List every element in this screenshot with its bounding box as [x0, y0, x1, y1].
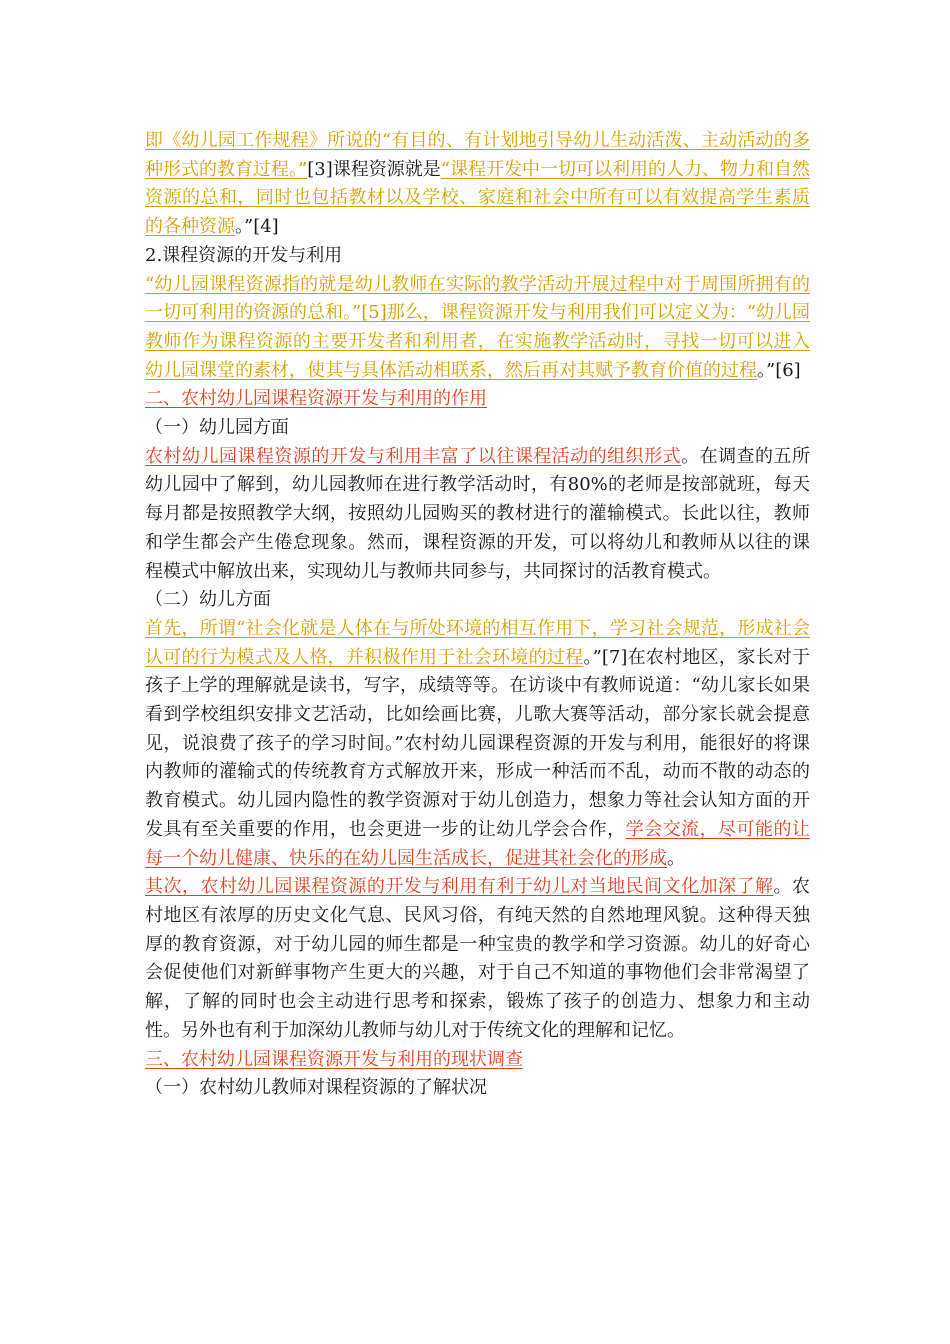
citation: 。”[6] — [757, 359, 801, 381]
body-text: 。在调查的五所幼儿园中了解到，幼儿园教师在进行教学活动时，有80%的老师是按部就班，每天每月都是按照教学大纲，按照幼儿园购买的教材进行的灌输模式。长此以往，教师和学生都会产生倦怠现象。然而，课程资源的开发，可以将幼儿和教师从以往的课程模式中解放出来，实现幼儿与教师共同参与，共同探讨的活教育模式。 — [145, 445, 811, 582]
highlighted-quote: “幼儿园课程资源指的就是幼儿教师在实际的教学活动开展过程中对于周围所拥有的一切可利用的资源的总和。”[5]那么，课程资源开发与利用我们可以定义为：“幼儿园教师作为课程资源的主要开发者和利用者，在实施教学活动时，寻找一切可以进入幼儿园课堂的素材，使其与具体活动相联系，然后再对其赋予教育价值的过程 — [145, 273, 810, 381]
highlighted-quote: 即《幼儿园工作规程》所说的“有目的、有计划地引导幼儿生动活泼、主动活动的多种形式的教育过程。” — [145, 130, 810, 180]
section-heading-role — [145, 385, 810, 414]
paragraph-folk-culture — [145, 873, 810, 1045]
body-text: 。农村地区有浓厚的历史文化气息、民风习俗，有纯天然的自然地理风貌。这种得天独厚的教育资源，对于幼儿园的师生都是一种宝贵的教学和学习资源。幼儿的好奇心会促使他们对新鲜事物产生更大的兴趣，对于自己不知道的事物他们会非常渴望了解，了解的同时也会主动进行思考和探索，锻炼了孩子的创造力、想象力和主动性。另外也有利于加深幼儿教师与幼儿对于传统文化的理解和记忆。 — [145, 876, 811, 1041]
body-text: 。 — [667, 847, 685, 869]
subheading-children: （二）幼儿方面 — [145, 589, 271, 611]
paragraph-resource-definition — [145, 271, 810, 386]
paragraph-definition — [145, 127, 810, 242]
section-heading-text: 三、农村幼儿园课程资源开发与利用的现状调查 — [145, 1048, 523, 1070]
subheading-teacher-understanding: （一）农村幼儿教师对课程资源的了解状况 — [145, 1077, 487, 1099]
section-heading-text: 二、农村幼儿园课程资源开发与利用的作用 — [145, 388, 487, 410]
citation: [3]课程资源就是 — [307, 158, 441, 180]
highlighted-quote: 首先，所谓“社会化就是人体在与所处环境的相互作用下，学习社会规范，形成社会认可的行为模式及人格，并积极作用于社会环境的过程 — [145, 617, 810, 668]
subheading-development-use: 2.课程资源的开发与利用 — [145, 244, 343, 266]
paragraph-socialization — [145, 615, 810, 873]
highlighted-sentence: 学会交流，尽可能的让每一个幼儿健康、快乐的在幼儿园生活成长，促进其社会化的形成 — [145, 818, 811, 869]
highlighted-quote: “课程开发中一切可以利用的人力、物力和自然资源的总和，同时也包括教材以及学校、家庭和社会中所有可以有效提高学生素质的各种资源 — [145, 158, 811, 238]
highlighted-sentence: 农村幼儿园课程资源的开发与利用丰富了以往课程活动的组织形式 — [145, 445, 682, 467]
highlighted-sentence: 其次，农村幼儿园课程资源的开发与利用有利于幼儿对当地民间文化加深了解 — [145, 876, 774, 898]
paragraph-kindergarten — [145, 443, 810, 587]
document-body — [145, 127, 810, 1103]
citation: 。”[4] — [235, 216, 279, 238]
section-heading-survey — [145, 1046, 810, 1075]
subheading-kindergarten: （一）幼儿园方面 — [145, 417, 289, 439]
body-text: 。”[7]在农村地区，家长对于孩子上学的理解就是读书，写字，成绩等等。在访谈中有教师说道：“幼儿家长如果看到学校组织安排文艺活动，比如绘画比赛，儿歌大赛等活动，部分家长就会提意见，说浪费了孩子的学习时间。”农村幼儿园课程资源的开发与利用，能很好的将课内教师的灌输式的传统教育方式解放开来，形成一种活而不乱，动而不散的动态的教育模式。幼儿园内隐性的教学资源对于幼儿创造力，想象力等社会认知方面的开发具有至关重要的作用，也会更进一步的让幼儿学会合作， — [145, 646, 810, 840]
